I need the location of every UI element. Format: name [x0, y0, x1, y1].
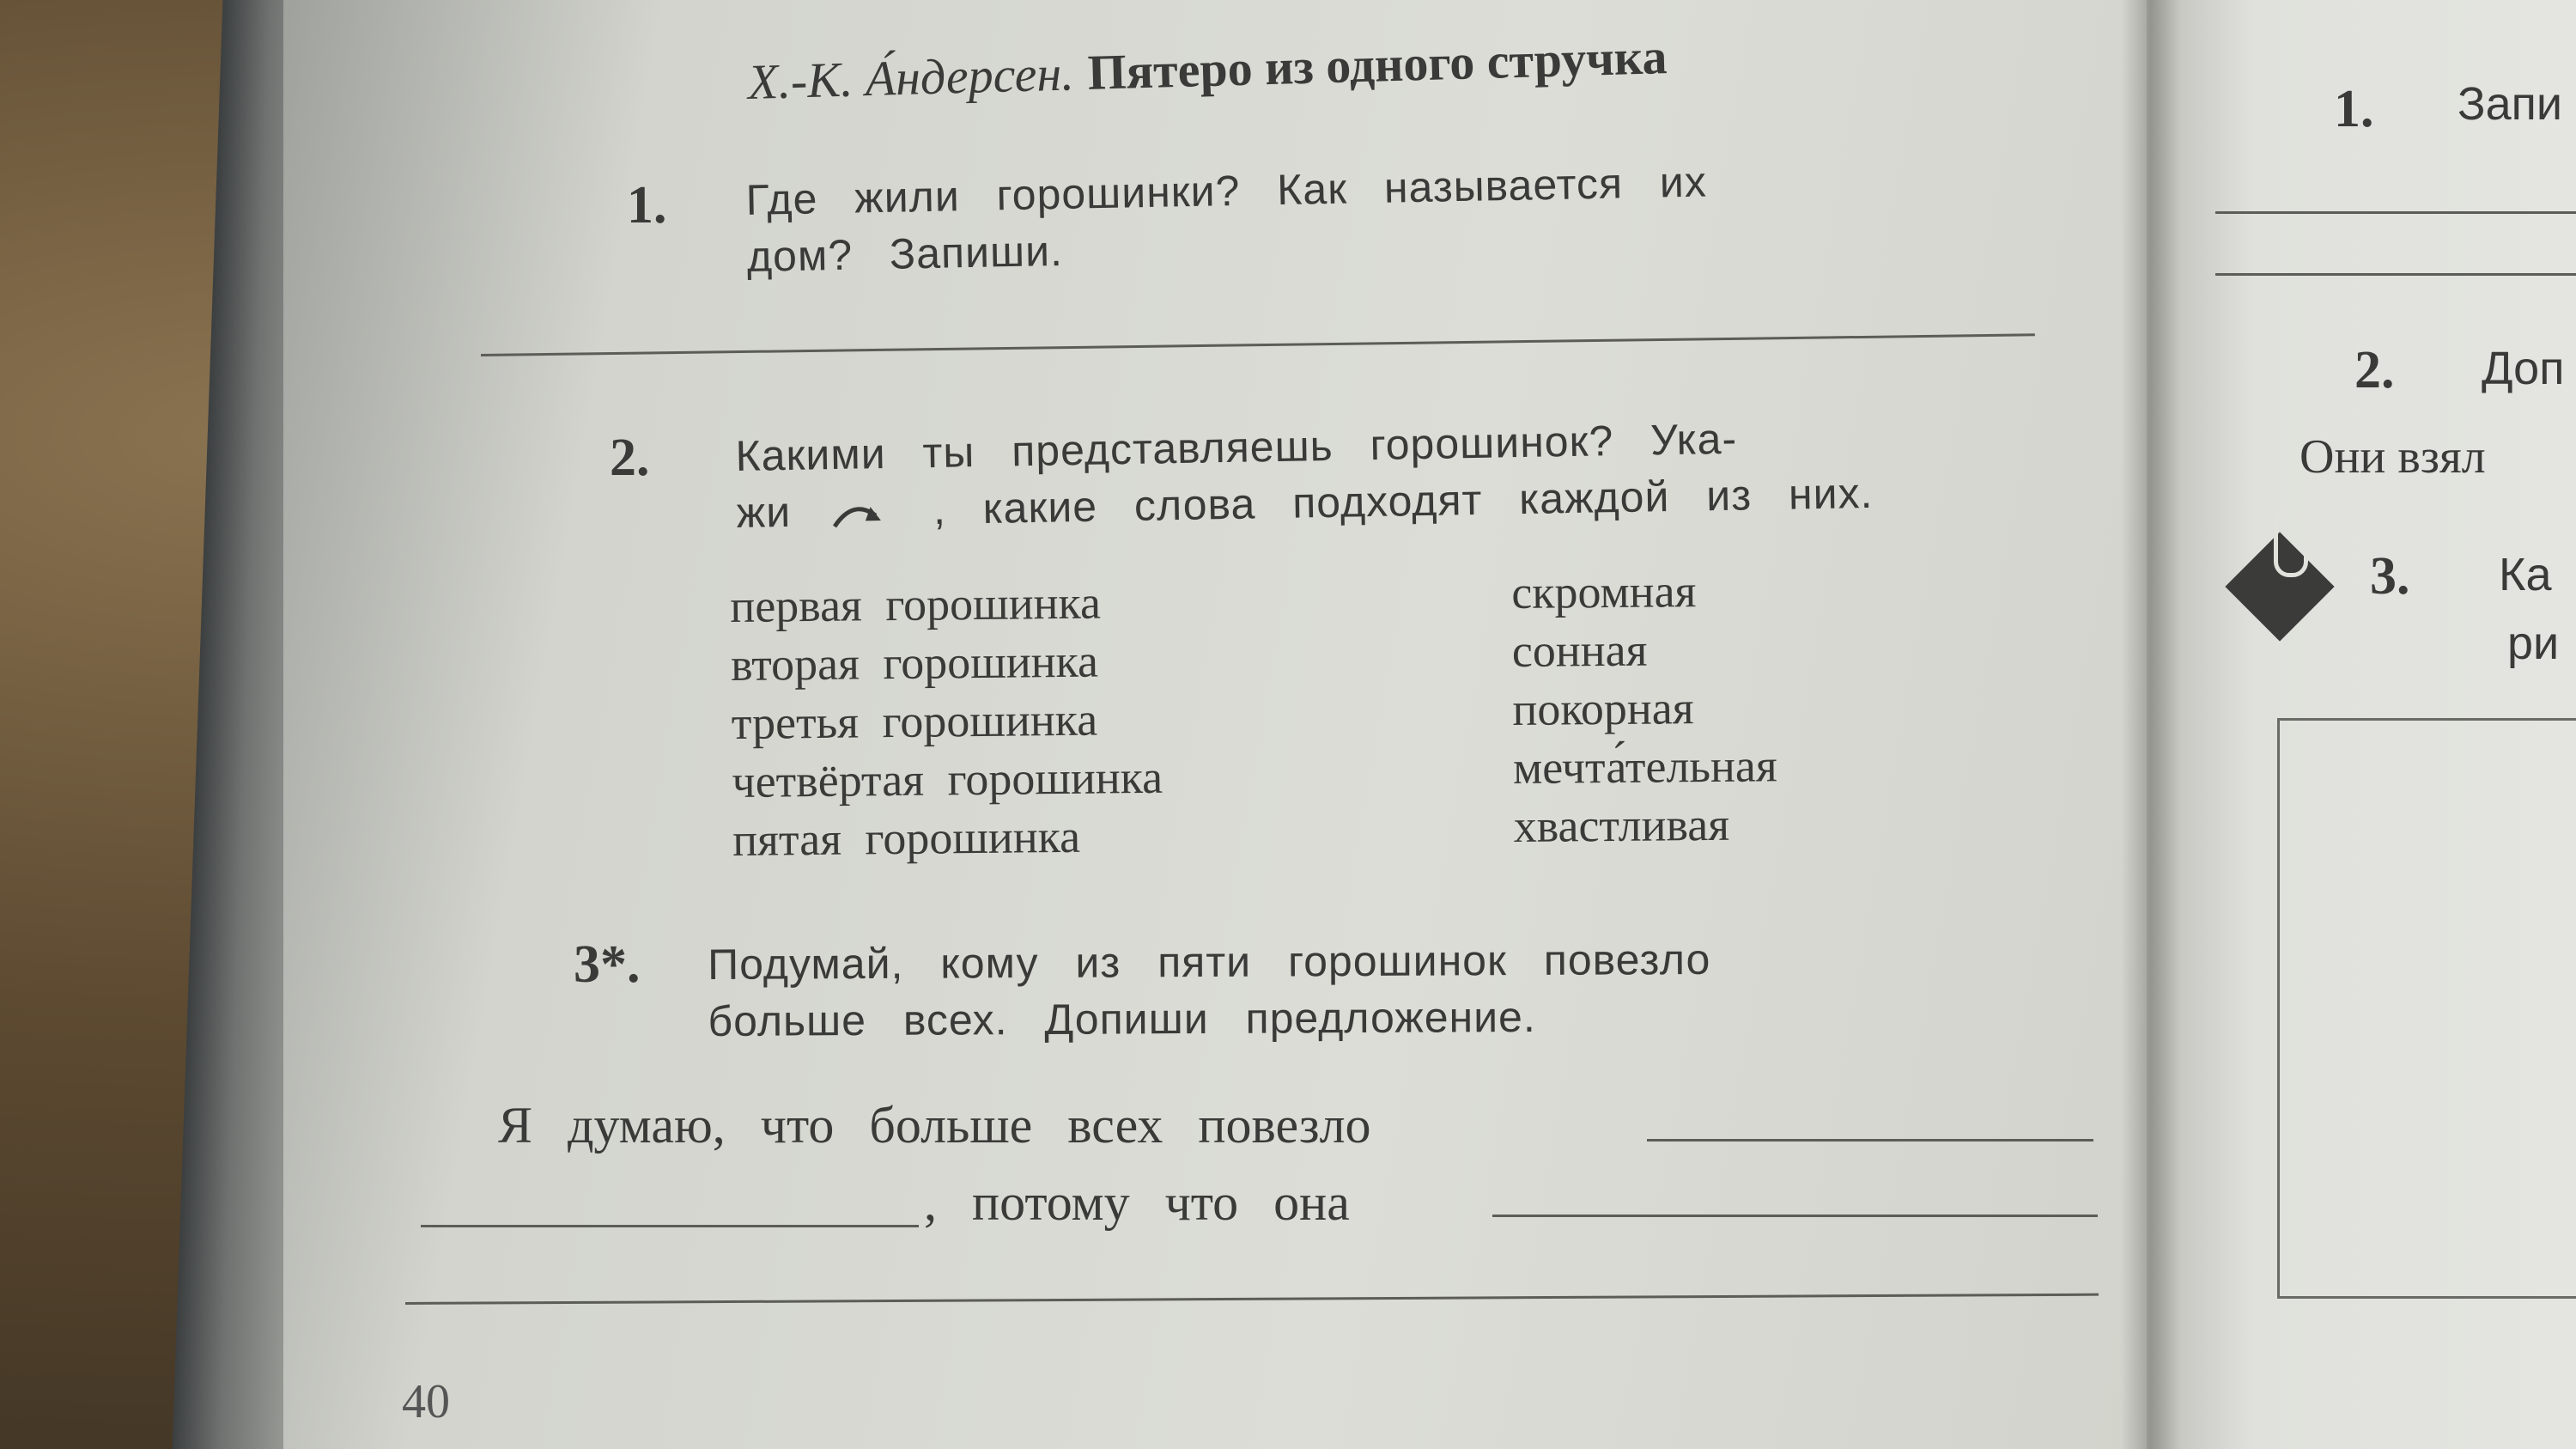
- right-item-2-text: Доп: [2482, 343, 2565, 394]
- title-work: Пятеро из одного стручка: [1086, 28, 1668, 100]
- fill-blank-2[interactable]: [421, 1225, 919, 1227]
- adjective-item[interactable]: хвастливая: [1513, 798, 1730, 852]
- fill-blank-3[interactable]: [1492, 1215, 2098, 1217]
- task-2-number: 2.: [610, 429, 650, 487]
- task-1-line-1: Где жили горошинки? Как называется их: [745, 157, 1708, 224]
- right-item-3-number: 3.: [2370, 547, 2410, 606]
- task-3-line-2: больше всех. Допиши предложение.: [708, 992, 1536, 1045]
- page-title: [747, 27, 1668, 111]
- task-3-number: 3*.: [574, 935, 641, 994]
- adjective-item[interactable]: скромная: [1511, 565, 1697, 618]
- task-1-answer-line[interactable]: [481, 333, 2035, 356]
- task-2-line-2-start: жи: [736, 487, 792, 537]
- task-1-number: 1.: [627, 176, 667, 234]
- title-author: Х.-К. А́ндерсен.: [747, 45, 1075, 110]
- right-answer-line[interactable]: [2215, 211, 2576, 214]
- right-item-3-text-2: ри: [2507, 618, 2560, 669]
- task-1-question: [745, 154, 1709, 285]
- link-arrow-icon: [828, 496, 897, 532]
- pea-item[interactable]: вторая горошинка: [730, 635, 1099, 691]
- drawing-box[interactable]: [2277, 718, 2576, 1299]
- adjective-item[interactable]: мечта́тельная: [1512, 740, 1777, 794]
- adjective-item[interactable]: покорная: [1512, 682, 1694, 735]
- right-item-1-number: 1.: [2334, 80, 2374, 138]
- right-item-2-line: Они взял: [2300, 430, 2486, 484]
- fill-sentence-2: , потому что она: [924, 1174, 1350, 1231]
- peas-list: [730, 573, 1163, 869]
- fill-sentence-1: Я думаю, что больше всех повезло: [498, 1097, 1371, 1154]
- page-number: 40: [402, 1375, 450, 1428]
- fill-blank-1[interactable]: [1647, 1139, 2093, 1142]
- task-1-line-2: дом? Запиши.: [746, 226, 1064, 281]
- clip-icon: [2274, 508, 2308, 577]
- pea-item[interactable]: первая горошинка: [730, 576, 1102, 632]
- right-item-3-text: Ка: [2499, 549, 2552, 600]
- right-answer-line[interactable]: [2215, 273, 2576, 276]
- right-item-2-number: 2.: [2354, 341, 2395, 399]
- pea-item[interactable]: пятая горошинка: [732, 810, 1081, 866]
- pea-item[interactable]: четвёртая горошинка: [732, 751, 1163, 807]
- adjective-item[interactable]: сонная: [1511, 624, 1648, 677]
- task-3-line-1: Подумай, кому из пяти горошинок повезло: [708, 935, 1711, 989]
- task-2-line-2-end: , какие слова подходят каждой из них.: [933, 468, 1874, 533]
- task-2-line-1: Какими ты представляешь горошинок? Ука-: [735, 414, 1738, 480]
- adjectives-list: [1511, 561, 1778, 855]
- right-item-1-text: Запи: [2458, 78, 2563, 130]
- pea-item[interactable]: третья горошинка: [731, 693, 1098, 749]
- task-3-question: [708, 931, 1711, 1050]
- fill-blank-4[interactable]: [405, 1294, 2099, 1305]
- task-2-question: [735, 408, 1874, 541]
